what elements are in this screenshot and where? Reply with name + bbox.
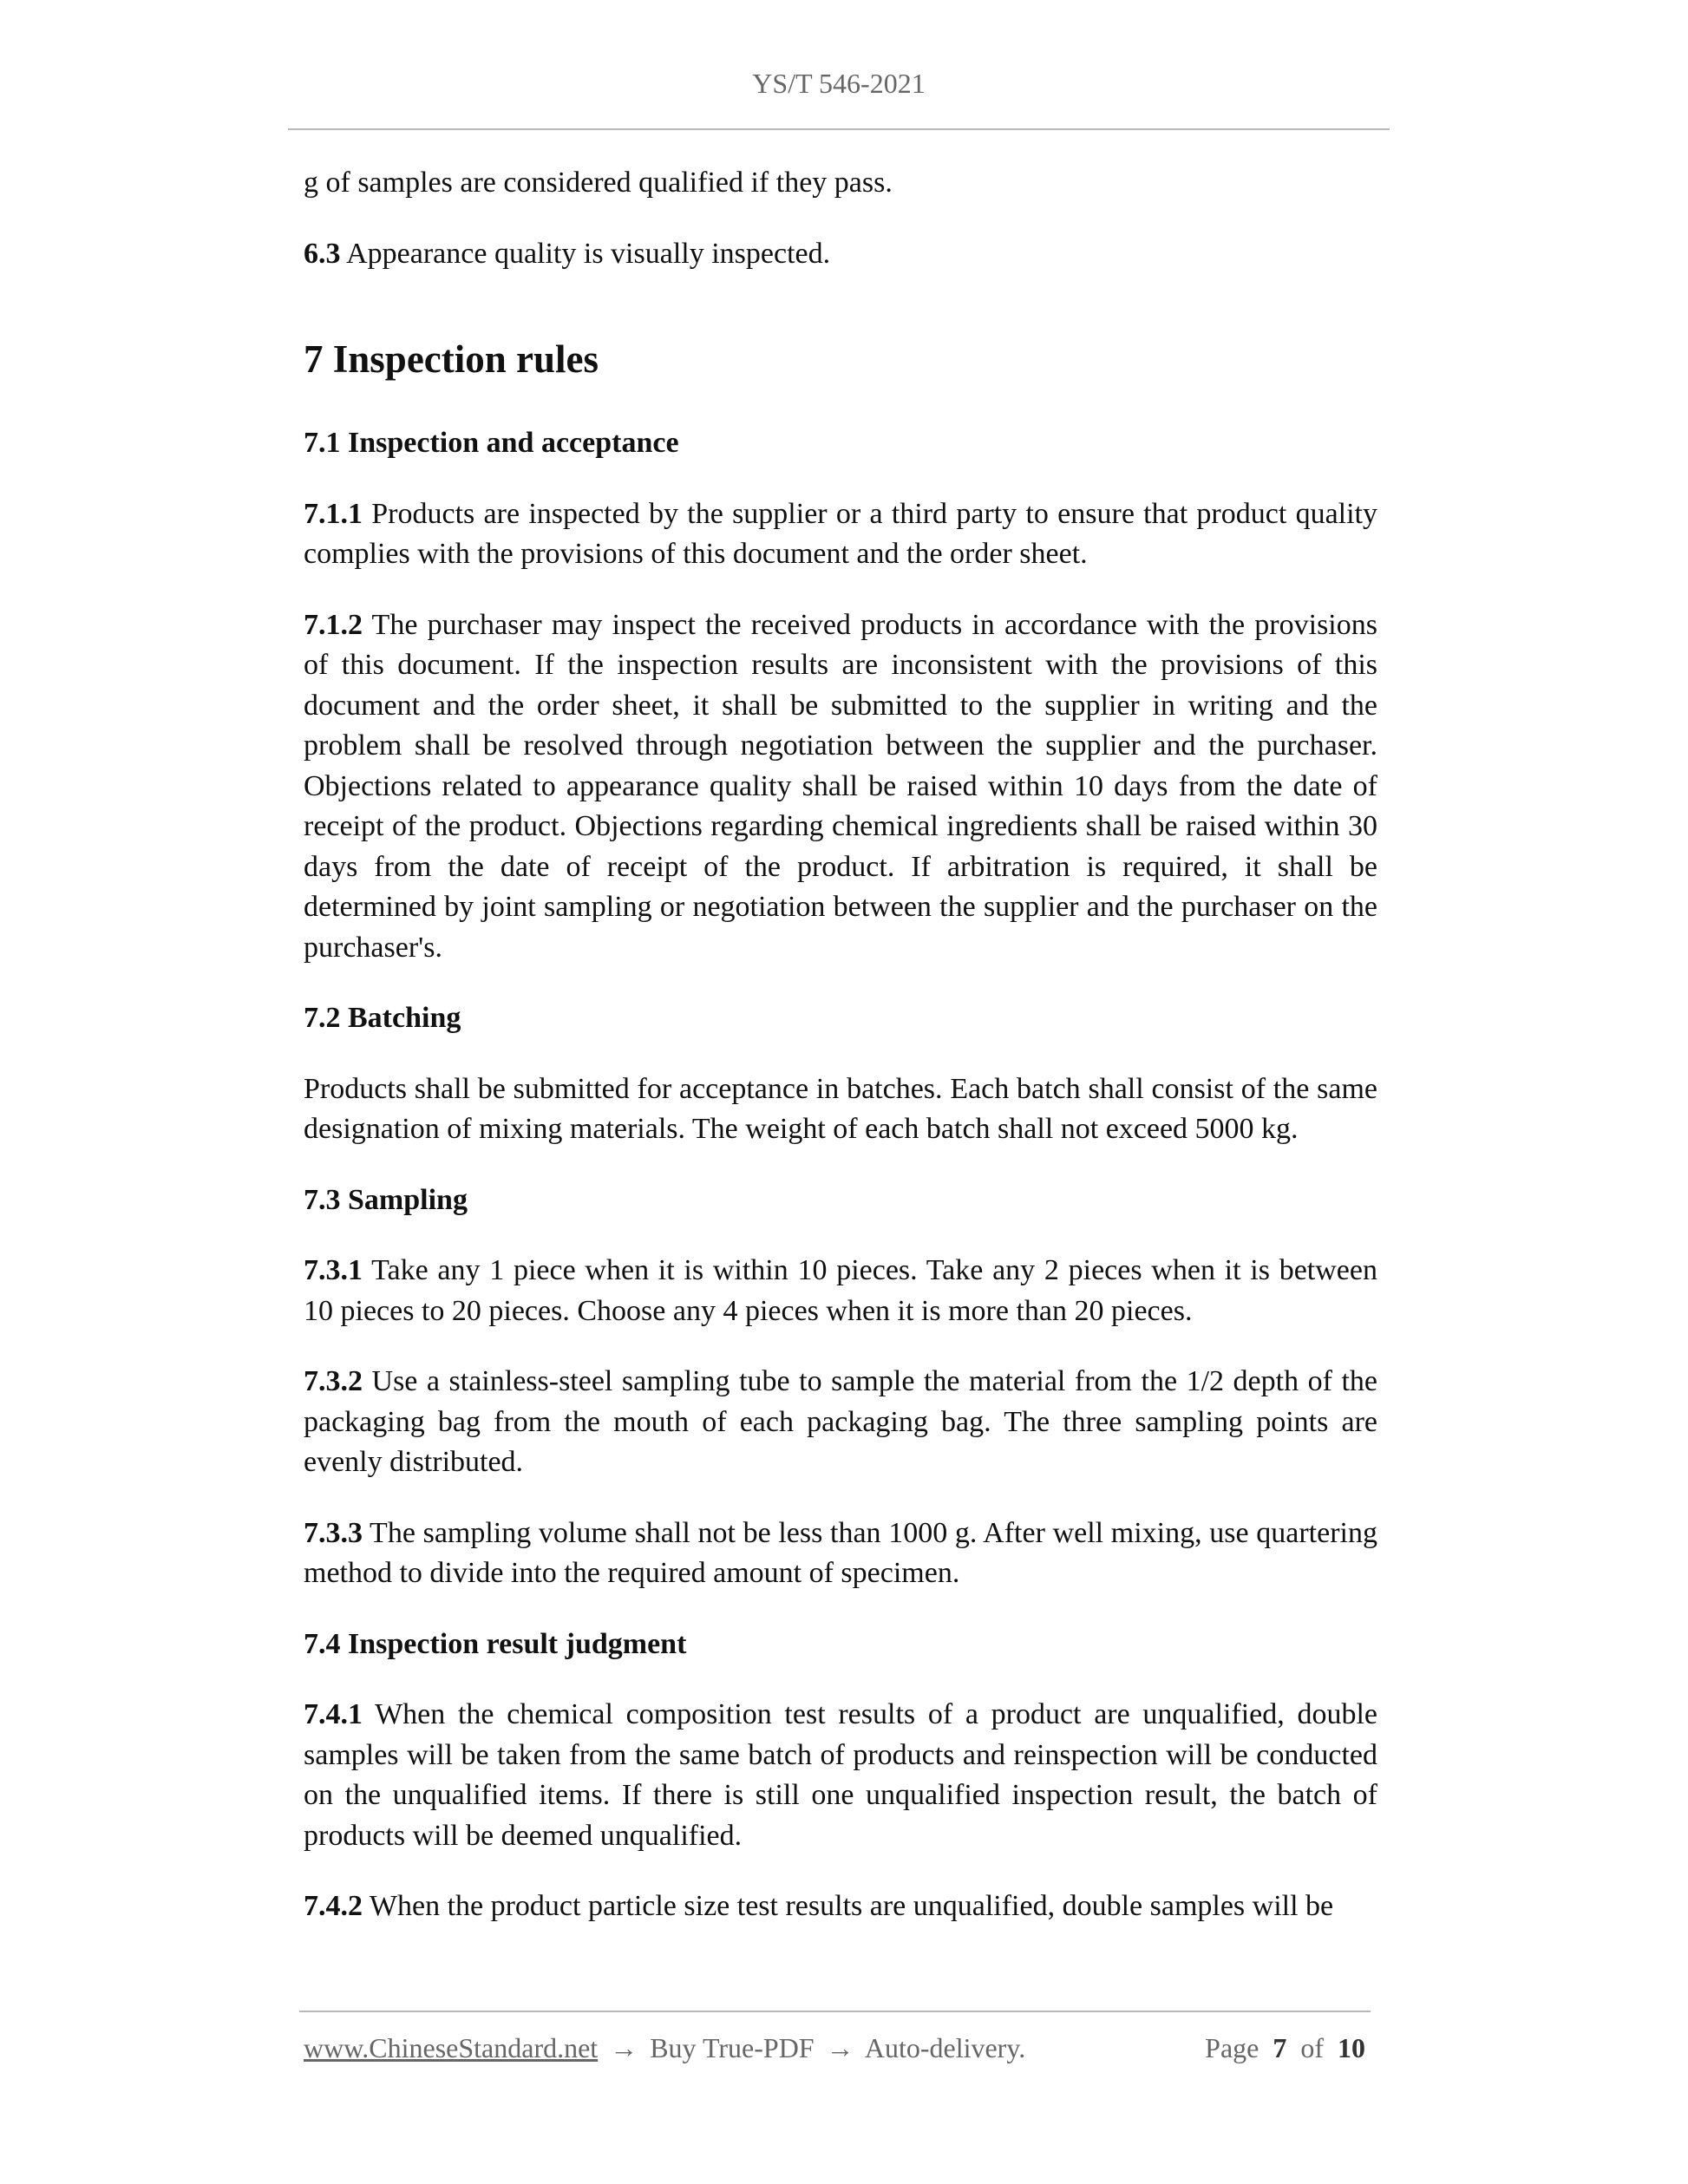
auto-delivery-text: Auto-delivery. <box>864 2032 1026 2063</box>
clause-text: Take any 1 piece when it is within 10 pieces. Take any 2 pieces when it is between 10 pieces to 20 pieces. Choose any 4 pieces when it is more than 20 pieces. <box>304 1254 1377 1327</box>
header-divider <box>288 128 1390 130</box>
paragraph-7-3-1 <box>304 1251 1377 1331</box>
subsection-heading-7-2: 7.2 Batching <box>304 1002 461 1034</box>
subsection-heading-7-4: 7.4 Inspection result judgment <box>304 1627 687 1660</box>
clause-number: 6.3 <box>304 237 341 270</box>
paragraph-7-3-3 <box>304 1514 1377 1594</box>
page-header: YS/T 546-2021 <box>752 68 926 99</box>
clause-number: 7.4.1 <box>304 1698 363 1730</box>
paragraph-7-4-2 <box>304 1886 1377 1927</box>
page-label: Page <box>1205 2032 1259 2063</box>
clause-text: When the product particle size test results are unqualified, double samples will be <box>363 1890 1334 1922</box>
clause-text: The purchaser may inspect the received products in accordance with the provisions of this document. If the inspection results are inconsistent with the provisions of this document and the order sheet, it shall be submitted to the supplier in writing and the problem shall be resolved through negotiation between the supplier and the purchaser. Objections related to appearance quality shall be raised within 10 days from the date of receipt of the product. Objections regarding chemical ingredients shall be raised within 30 days from the date of receipt of the product. If arbitration is required, it shall be determined by joint sampling or negotiation between the supplier and the purchaser on the purchaser's. <box>304 608 1377 964</box>
footer-links <box>304 2032 1025 2064</box>
clause-number: 7.1.1 <box>304 497 363 530</box>
footer-divider <box>299 2011 1371 2012</box>
clause-text: When the chemical composition test results of a product are unqualified, double samples will be taken from the same batch of products and reinspection will be conducted on the unqualified items. If there is still one unqualified inspection result, the batch of products will be deemed unqualified. <box>304 1698 1377 1852</box>
paragraph-7-1-1 <box>304 494 1377 575</box>
paragraph-7-3-2 <box>304 1362 1377 1483</box>
page-indicator <box>1205 2032 1365 2064</box>
clause-text: Use a stainless-steel sampling tube to sample the material from the 1/2 depth of the packaging bag from the mouth of each packaging bag. The three sampling points are evenly distributed. <box>304 1365 1377 1478</box>
clause-text: Products are inspected by the supplier or a third party to ensure that product quality complies with the provisions of this document and the order sheet. <box>304 497 1377 570</box>
website-link[interactable]: www.ChineseStandard.net <box>304 2032 599 2063</box>
arrow-right-icon: → <box>826 2032 854 2063</box>
paragraph-6-3 <box>304 234 1377 275</box>
clause-text: The sampling volume shall not be less than 1000 g. After well mixing, use quartering method to divide into the required amount of specimen. <box>304 1516 1377 1589</box>
arrow-right-icon: → <box>610 2032 638 2063</box>
clause-number: 7.1.2 <box>304 608 363 641</box>
clause-text: Appearance quality is visually inspected. <box>340 237 831 270</box>
page-current: 7 <box>1273 2032 1287 2063</box>
clause-number: 7.3.3 <box>304 1516 363 1549</box>
of-label: of <box>1300 2032 1324 2063</box>
section-heading-7: 7 Inspection rules <box>304 337 599 381</box>
paragraph-7-2: Products shall be submitted for acceptance in batches. Each batch shall consist of the same designation of mixing materials. The weight of each batch shall not exceed 5000 kg. <box>304 1072 1377 1145</box>
document-body <box>304 163 1377 1958</box>
clause-number: 7.3.2 <box>304 1365 363 1397</box>
buy-pdf-text: Buy True-PDF <box>650 2032 815 2063</box>
paragraph-7-1-2 <box>304 605 1377 969</box>
clause-number: 7.3.1 <box>304 1254 363 1286</box>
page-total: 10 <box>1338 2032 1365 2063</box>
subsection-heading-7-3: 7.3 Sampling <box>304 1183 468 1216</box>
paragraph-continued: g of samples are considered qualified if they pass. <box>304 167 893 199</box>
paragraph-7-4-1 <box>304 1695 1377 1856</box>
clause-number: 7.4.2 <box>304 1890 363 1922</box>
subsection-heading-7-1: 7.1 Inspection and acceptance <box>304 427 679 459</box>
